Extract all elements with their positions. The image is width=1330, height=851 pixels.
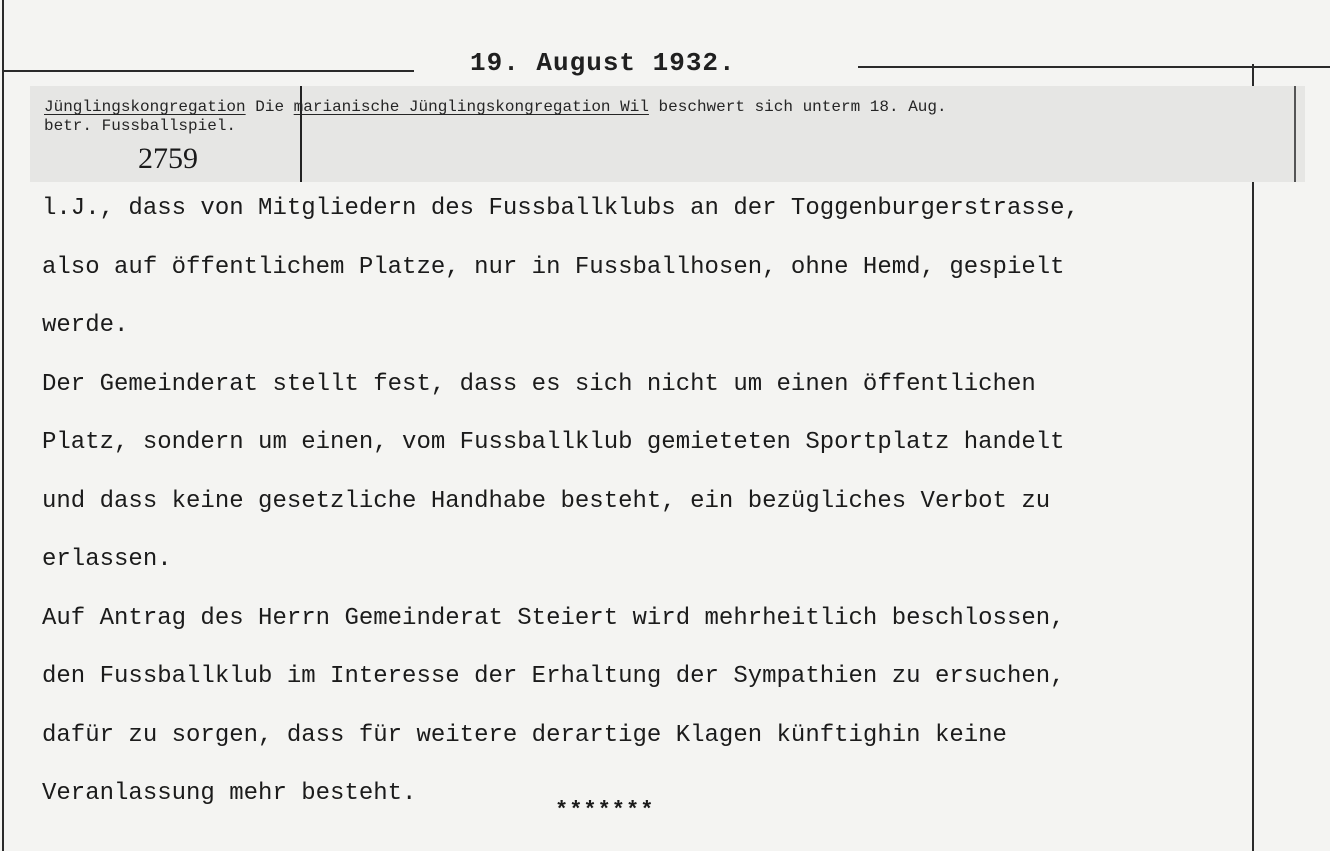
body-line: also auf öffentlichem Platze, nur in Fussballhosen, ohne Hemd, gespielt [42,253,1065,281]
top-rule-left [4,70,414,72]
entry-intro-suffix: beschwert sich unterm 18. Aug. [658,98,947,116]
body-line: Platz, sondern um einen, vom Fussballklub gemieteten Sportplatz handelt [42,429,1065,456]
entry-subject: Jünglingskongregation [44,98,246,116]
protocol-date: 19. August 1932. [470,48,736,78]
body-line: Auf Antrag des Herrn Gemeinderat Steiert wird mehrheitlich beschlossen, [42,604,1065,632]
entry-body [42,180,1247,824]
entry-intro-organisation: marianische Jünglingskongregation Wil [293,98,649,116]
entry-header-line-2 [44,117,1304,136]
right-margin-rule [1252,64,1254,851]
body-line: Veranlassung mehr besteht. [42,780,417,807]
entry-header-text [44,98,1304,136]
body-line: werde. [42,312,129,339]
left-margin-rule [2,0,4,851]
body-line: den Fussballklub im Interesse der Erhaltung der Sympathien zu ersuchen, [42,663,1065,690]
section-separator: ******* [555,798,655,823]
top-rule-right [858,66,1330,68]
entry-number: 2759 [138,142,198,175]
body-line: dafür zu sorgen, dass für weitere derartige Klagen künftighin keine [42,721,1007,749]
body-line: und dass keine gesetzliche Handhabe besteht, ein bezügliches Verbot zu [42,487,1051,515]
body-line: erlassen. [42,546,172,573]
entry-intro-prefix: Die [255,98,285,116]
body-line: Der Gemeinderat stellt fest, dass es sich nicht um einen öffentlichen [42,370,1036,398]
entry-header-line-1 [44,98,1304,117]
body-line: l.J., dass von Mitgliedern des Fussballklubs an der Toggenburgerstrasse, [42,195,1079,222]
entry-subject-detail: betr. Fussballspiel. [44,117,237,135]
